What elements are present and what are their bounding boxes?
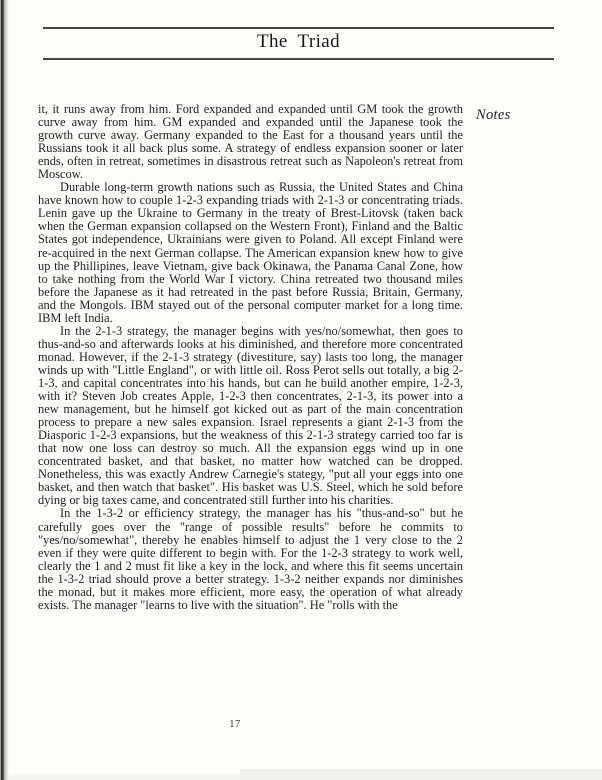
scan-artifact-bottom-left [9,774,240,780]
header-rule-top [43,27,554,29]
page-number: 17 [229,719,241,730]
body-paragraph: Durable long-term growth nations such as Russia, the United States and China have known how to couple 1-2-3 expanding triads with 2-1-3 or concentrating triads. Lenin gave up the Ukraine to Germany in the treaty of Brest-Litovsk (taken back when the German expansion collapsed on the Western Front), Finland and the Baltic States got independence, Ukrainians were given to Poland. All except Finland were re-acquired in the next German collapse. The American expansion knew how to give up the Phillipines, leave Vietnam, give back Okinawa, the Panama Canal Zone, how to take nothing from the World War I victory. China retreated two thousand miles before the Japanese as it had retreated in the past before Russia, Britain, Germany, and the Mongols. IBM stayed out of the personal computer market for a long time. IBM left India. [38,180,463,325]
body-paragraph: it, it runs away from him. Ford expanded and expanded until GM took the growth curve away from him. GM expanded and expanded until the Japanese took the growth curve away. Germany expanded to the East for a thousand years until the Russians took it all back plus some. A strategy of endless expansion sooner or later ends, often in retreat, sometimes in disastrous retreat such as Napoleon's retreat from Moscow. [38,102,463,182]
scan-artifact-bottom-right [240,769,602,780]
body-paragraph: In the 2-1-3 strategy, the manager begins with yes/no/somewhat, then goes to thus-and-so and afterwards looks at his diminished, and therefore more concentrated monad. However, if the 2-1-3 strategy (divestiture, say) lasts too long, the manager winds up with "Little England", or with little oil. Ross Perot sells out totally, a big 2-1-3, and capital concentrates into his hands, but can he build another empire, 1-2-3, with it? Steven Job creates Apple, 1-2-3 then concentrates, 2-1-3, its power into a new management, but he himself got kicked out as part of the main concentration process to prepare a new sales expansion. Israel represents a giant 2-1-3 from the Diasporic 1-2-3 expansions, but the weakness of this 2-1-3 strategy carried too far is that now one loss can destroy so much. All the expansion eggs wind up in one concentrated basket, and that basket, no matter how watched can be dropped. Nonetheless, this was exactly Andrew Carnegie's stategy, "put all your eggs into one basket, and then watch that basket". His basket was U.S. Steel, which he sold before dying or big taxes came, and concentrated still further into his charities. [38,323,463,508]
margin-notes-label: Notes [476,107,511,123]
body-paragraph: In the 1-3-2 or efficiency strategy, the manager has his "thus-and-so" but he carefully goes over the "range of possible results" before he commits to "yes/no/somewhat", thereby he enables himself to adjust the 1 very close to the 2 even if they were quite different to begin with. For the 1-2-3 strategy to work well, clearly the 1 and 2 must fit like a key in the lock, and where this fit seems uncertain the 1-3-2 triad should prove a better strategy. 1-3-2 neither expands nor diminishes the monad, but it makes more efficient, more easy, the operation of what already exists. The manager "learns to live with the situation". He "rolls with the [38,506,463,612]
scan-gutter-edge [0,0,9,780]
header-rule-bottom [43,58,554,60]
chapter-title: The Triad [256,31,341,52]
body-text-column [38,103,463,612]
